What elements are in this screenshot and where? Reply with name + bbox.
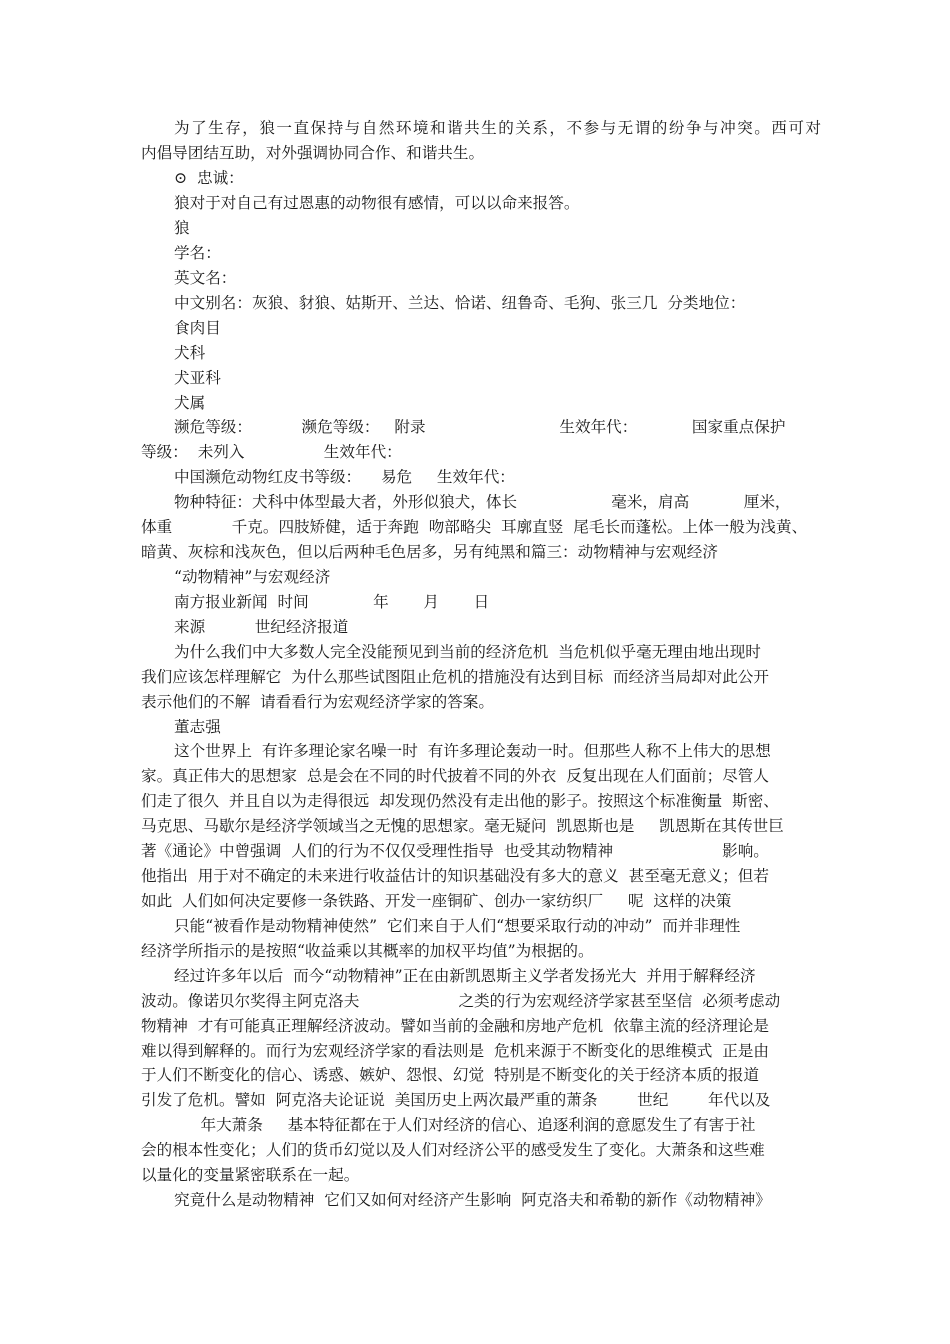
- taxonomy-line: 食肉目: [174, 319, 221, 337]
- paragraph-line: 引发了危机。譬如 阿克洛夫论证说 美国历史上两次最严重的萧条 世纪 年代以及: [141, 1091, 771, 1109]
- article-meta: 南方报业新闻 时间 年 月 日: [174, 593, 490, 611]
- section-title: 狼: [174, 219, 190, 237]
- paragraph-line: 物种特征：犬科中体型最大者，外形似狼犬，体长 毫米，肩高 厘米，: [174, 493, 791, 511]
- paragraph-line: 经过许多年以后 而今“动物精神”正在由新凯恩斯主义学者发扬光大 并用于解释经济: [174, 967, 756, 985]
- paragraph-line: 于人们不断变化的信心、诱惑、嫉妒、怨恨、幻觉 特别是不断变化的关于经济本质的报道: [141, 1066, 760, 1084]
- bullet-heading: ⊙ 忠诚：: [174, 169, 244, 187]
- paragraph-line: 会的根本性变化；人们的货币幻觉以及人们对经济公平的感受发生了变化。大萧条和这些难: [141, 1141, 765, 1159]
- paragraph-line: 为了生存，狼一直保持与自然环境和谐共生的关系，不参与无谓的纷争与冲突。西可对: [174, 119, 821, 137]
- paragraph-line: 年大萧条 基本特征都在于人们对经济的信心、追逐利润的意愿发生了有害于社: [141, 1116, 756, 1134]
- paragraph-line: 狼对于对自己有过恩惠的动物很有感情，可以以命来报答。: [174, 194, 580, 212]
- paragraph-line: 这个世界上 有许多理论家名噪一时 有许多理论轰动一时。但那些人称不上伟大的思想: [174, 742, 771, 760]
- article-title: “动物精神”与宏观经济: [174, 568, 331, 586]
- taxonomy-line: 犬属: [174, 394, 206, 412]
- paragraph-line: 体重 千克。四肢矫健，适于奔跑 吻部略尖 耳廓直竖 尾毛长而蓬松。上体一般为浅黄、: [141, 518, 808, 536]
- paragraph-line: 内倡导团结互助，对外强调协同合作、和谐共生。: [141, 144, 485, 162]
- paragraph-line: 表示他们的不解 请看看行为宏观经济学家的答案。: [141, 693, 494, 711]
- paragraph-line: 为什么我们中大多数人完全没能预见到当前的经济危机 当危机似乎毫无理由地出现时: [174, 643, 761, 661]
- field-label: 学名：: [174, 244, 221, 262]
- paragraph-line: 著《通论》中曾强调 人们的行为不仅仅受理性指导 也受其动物精神 影响。: [141, 842, 769, 860]
- field-line: 濒危等级： 濒危等级： 附录 生效年代： 国家重点保护: [174, 418, 786, 436]
- field-line: 中文别名：灰狼、豺狼、姑斯开、兰达、恰诺、纽鲁奇、毛狗、张三几 分类地位：: [174, 294, 746, 312]
- paragraph-line: 们走了很久 并且自以为走得很远 却发现仍然没有走出他的影子。按照这个标准衡量 斯密、: [141, 792, 779, 810]
- taxonomy-line: 犬亚科: [174, 369, 221, 387]
- taxonomy-line: 犬科: [174, 344, 206, 362]
- field-line: 等级： 未列入 生效年代：: [141, 443, 402, 461]
- paragraph-line: 家。真正伟大的思想家 总是会在不同的时代披着不同的外衣 反复出现在人们面前；尽管人: [141, 767, 769, 785]
- paragraph-line: 暗黄、灰棕和浅灰色，但以后两种毛色居多，另有纯黑和篇三：动物精神与宏观经济: [141, 543, 718, 561]
- author-name: 董志强: [174, 718, 221, 736]
- paragraph-line: 马克思、马歇尔是经济学领域当之无愧的思想家。毫无疑问 凯恩斯也是 凯恩斯在其传世巨: [141, 817, 784, 835]
- paragraph-line: 究竟什么是动物精神 它们又如何对经济产生影响 阿克洛夫和希勒的新作《动物精神》: [174, 1191, 771, 1209]
- paragraph-line: 我们应该怎样理解它 为什么那些试图阻止危机的措施没有达到目标 而经济当局却对此公开: [141, 668, 769, 686]
- paragraph-line: 如此 人们如何决定要修一条铁路、开发一座铜矿、创办一家纺织厂 呢 这样的决策: [141, 892, 732, 910]
- paragraph-line: 他指出 用于对不确定的未来进行收益估计的知识基础没有多大的意义 甚至毫无意义；但若: [141, 867, 769, 885]
- paragraph-line: 物精神 才有可能真正理解经济波动。譬如当前的金融和房地产危机 依靠主流的经济理论是: [141, 1017, 769, 1035]
- article-meta: 来源 世纪经济报道: [174, 618, 349, 636]
- paragraph-line: 波动。像诺贝尔奖得主阿克洛夫 之类的行为宏观经济学家甚至坚信 必须考虑动: [141, 992, 781, 1010]
- paragraph-line: 经济学所指示的是按照“收益乘以其概率的加权平均值”为根据的。: [141, 942, 594, 960]
- paragraph-line: 以量化的变量紧密联系在一起。: [141, 1166, 360, 1184]
- field-label: 英文名：: [174, 269, 237, 287]
- paragraph-line: 难以得到解释的。而行为宏观经济学家的看法则是 危机来源于不断变化的思维模式 正是由: [141, 1042, 769, 1060]
- field-line: 中国濒危动物红皮书等级： 易危 生效年代：: [174, 468, 515, 486]
- paragraph-line: 只能“被看作是动物精神使然” 它们来自于人们“想要采取行动的冲动” 而并非理性: [174, 917, 741, 935]
